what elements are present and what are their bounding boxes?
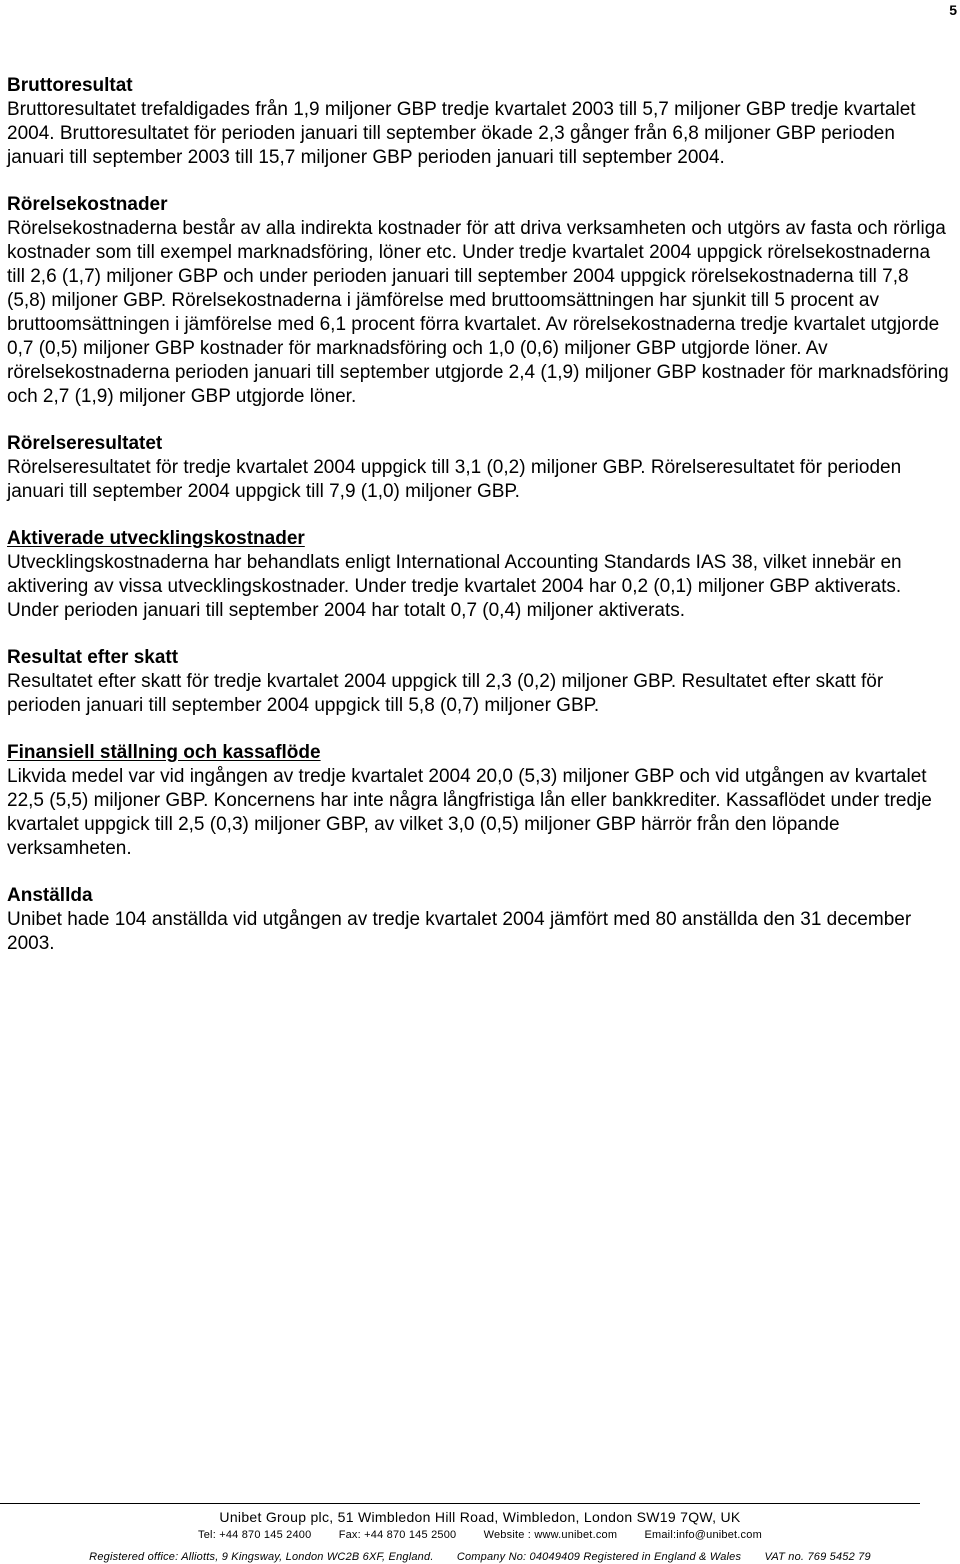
footer-vat-no: VAT no. 769 5452 79 xyxy=(764,1551,871,1563)
footer-fax: Fax: +44 870 145 2500 xyxy=(338,1529,457,1541)
section-heading: Finansiell ställning och kassaflöde xyxy=(7,742,321,763)
section-heading: Anställda xyxy=(7,885,93,906)
footer-divider xyxy=(0,1503,920,1504)
section-paragraph: Utvecklingskostnaderna har behandlats enligt International Accounting Standards IAS 38, vilket innebär en aktivering av vissa utvecklingskostnader. Under tredje kvartalet 2004 har 0,2 (0,1) miljoner GBP aktiverats. Under perioden januari till september 2004 har totalt 0,7 (0,4) miljoner aktiverats. xyxy=(7,552,902,621)
section-resultat-efter-skatt xyxy=(7,646,952,718)
footer-company-no: Company No: 04049409 Registered in England & Wales xyxy=(456,1551,742,1563)
footer-email: Email:info@unibet.com xyxy=(644,1529,762,1541)
section-paragraph: Likvida medel var vid ingången av tredje kvartalet 2004 20,0 (5,3) miljoner GBP och vid utgången av kvartalet 22,5 (5,5) miljoner GBP. Koncernens har inte några långfristiga lån eller bankkrediter. Kassaflödet under tredje kvartalet uppgick till 2,5 (0,3) miljoner GBP, av vilket 3,0 (0,5) miljoner GBP härrör från den löpande verksamheten. xyxy=(7,766,932,859)
section-rorelsekostnader xyxy=(7,193,952,409)
section-heading: Rörelseresultatet xyxy=(7,433,163,454)
section-heading: Aktiverade utvecklingskostnader xyxy=(7,528,305,549)
footer-website: Website : www.unibet.com xyxy=(483,1529,618,1541)
section-heading: Bruttoresultat xyxy=(7,75,133,96)
footer-address: Unibet Group plc, 51 Wimbledon Hill Road, Wimbledon, London SW19 7QW, UK xyxy=(219,1509,741,1525)
section-paragraph: Unibet hade 104 anställda vid utgången av tredje kvartalet 2004 jämfört med 80 anställda den 31 december 2003. xyxy=(7,909,912,954)
document-body xyxy=(7,74,952,979)
section-heading: Resultat efter skatt xyxy=(7,647,179,668)
section-heading: Rörelsekostnader xyxy=(7,194,168,215)
section-paragraph: Rörelseresultatet för tredje kvartalet 2004 uppgick till 3,1 (0,2) miljoner GBP. Rörelseresultatet för perioden januari till september 2004 uppgick till 7,9 (1,0) miljoner GBP. xyxy=(7,457,902,502)
section-finansiell-stallning xyxy=(7,741,952,861)
section-paragraph: Bruttoresultatet trefaldigades från 1,9 miljoner GBP tredje kvartalet 2003 till 5,7 miljoner GBP tredje kvartalet 2004. Bruttoresultatet för perioden januari till september ökade 2,3 gånger från 6,8 miljoner GBP perioden januari till september 2003 till 15,7 miljoner GBP perioden januari till september 2004. xyxy=(7,99,916,168)
section-bruttoresultat xyxy=(7,74,952,170)
section-paragraph: Resultatet efter skatt för tredje kvartalet 2004 uppgick till 2,3 (0,2) miljoner GBP. Resultatet efter skatt för perioden januari till september 2004 uppgick till 5,8 (0,7) miljoner GBP. xyxy=(7,671,884,716)
footer-tel: Tel: +44 870 145 2400 xyxy=(198,1529,312,1541)
section-paragraph: Rörelsekostnaderna består av alla indirekta kostnader för att driva verksamheten och utgörs av fasta och rörliga kostnader som till exempel marknadsföring, löner etc. Under tredje kvartalet 2004 uppgick rörelsekostnaderna till 2,6 (1,7) miljoner GBP och under perioden januari till september 2004 uppgick rörelsekostnaderna till 7,8 (5,8) miljoner GBP. Rörelsekostnaderna i jämförelse med bruttoomsättningen har sjunkit till 5 procent av bruttoomsättningen i jämförelse med 6,1 procent förra kvartalet. Av rörelsekostnaderna tredje kvartalet utgjorde 0,7 (0,5) miljoner GBP kostnader för marknadsföring och 1,0 (0,6) miljoner GBP utgjorde löner. Av rörelsekostnaderna perioden januari till september utgjorde 2,4 (1,9) miljoner GBP kostnader för marknadsföring och 2,7 (1,9) miljoner GBP utgjorde löner. xyxy=(7,218,949,407)
footer-contacts xyxy=(0,1528,960,1542)
footer-registration xyxy=(0,1550,960,1564)
footer-registered-office: Registered office: Alliotts, 9 Kingsway, London WC2B 6XF, England. xyxy=(89,1551,434,1563)
section-anstallda xyxy=(7,884,952,956)
page-number: 5 xyxy=(949,2,957,18)
section-rorelseresultatet xyxy=(7,432,952,504)
section-aktiverade-utvecklingskostnader xyxy=(7,527,952,623)
